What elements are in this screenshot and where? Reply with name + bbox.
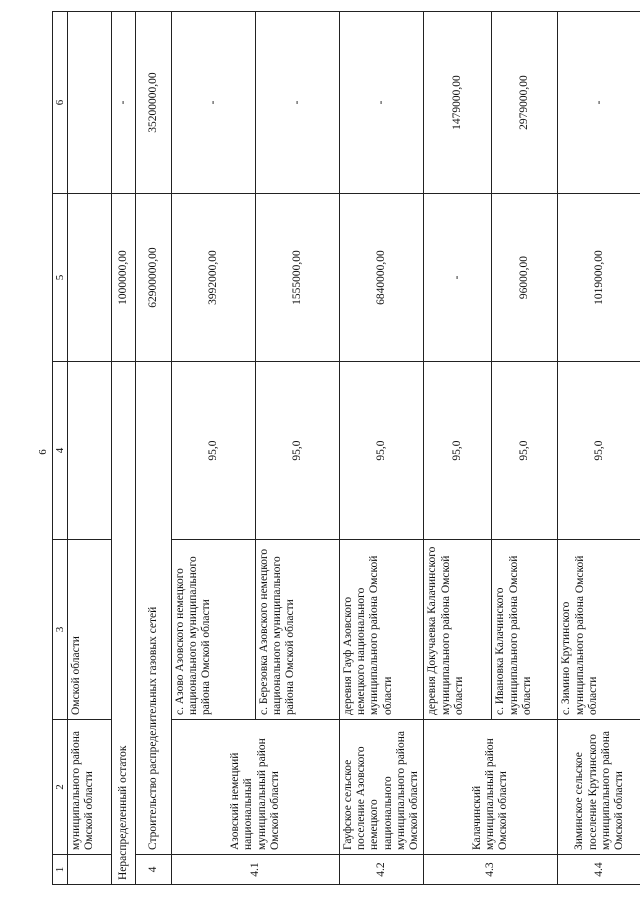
cont-municipality: муниципального района Омской области bbox=[68, 720, 112, 855]
gas-network-table bbox=[52, 11, 640, 885]
entry-c6: 2979000,00 bbox=[492, 12, 558, 194]
entry-place: с. Березовка Азовского немецкого национального муниципального района Омской области bbox=[256, 540, 340, 720]
entry-c4: 95,0 bbox=[424, 362, 492, 540]
entry-municipality: Азовский немецкий национальный муниципальный район Омской области bbox=[172, 720, 340, 855]
entry-num: 4.2 bbox=[340, 855, 424, 885]
entry-place: деревня Гауф Азовского немецкого национального муниципального района Омской области bbox=[340, 540, 424, 720]
header-cell: 1 bbox=[53, 855, 68, 885]
header-cell: 2 bbox=[53, 720, 68, 855]
entry-c5: 96000,00 bbox=[492, 194, 558, 362]
section-row bbox=[136, 12, 172, 885]
section-num: 4 bbox=[136, 855, 172, 885]
entry-c4: 95,0 bbox=[558, 362, 640, 540]
entry-municipality: Калачинский муниципальный район Омской области bbox=[424, 720, 558, 855]
table-row bbox=[172, 12, 256, 885]
entry-num: 4.4 bbox=[558, 855, 640, 885]
entry-municipality: Зиминское сельское поселение Крутинского муниципального района Омской области bbox=[558, 720, 640, 855]
entry-c5: 3992000,00 bbox=[172, 194, 256, 362]
header-cell: 5 bbox=[53, 194, 68, 362]
entry-c5: - bbox=[424, 194, 492, 362]
unallocated-c6: - bbox=[112, 12, 136, 194]
table-row bbox=[558, 12, 640, 885]
entry-c6: - bbox=[340, 12, 424, 194]
entry-c4: 95,0 bbox=[340, 362, 424, 540]
entry-num: 4.1 bbox=[172, 855, 340, 885]
section-c5: 62900000,00 bbox=[136, 194, 172, 362]
entry-place: с. Азово Азовского немецкого национального муниципального района Омской области bbox=[172, 540, 256, 720]
entry-c5: 1019000,00 bbox=[558, 194, 640, 362]
section-c6: 35200000,00 bbox=[136, 12, 172, 194]
entry-municipality: Гауфское сельское поселение Азовского немецкого национального муниципального района Омской области bbox=[340, 720, 424, 855]
unallocated-c5: 1000000,00 bbox=[112, 194, 136, 362]
entry-place: с. Зимино Крутинского муниципального района Омской области bbox=[558, 540, 640, 720]
section-label: Строительство распределительных газовых сетей bbox=[136, 362, 172, 855]
entry-c5: 6840000,00 bbox=[340, 194, 424, 362]
entry-c6: 1479000,00 bbox=[424, 12, 492, 194]
entry-place: с. Ивановка Калачинского муниципального района Омской области bbox=[492, 540, 558, 720]
header-row bbox=[53, 12, 68, 885]
table-row bbox=[424, 12, 492, 885]
entry-c6: - bbox=[172, 12, 256, 194]
table-row bbox=[340, 12, 424, 885]
rotated-table-wrapper bbox=[52, 12, 628, 885]
entry-c6: - bbox=[256, 12, 340, 194]
entry-c4: 95,0 bbox=[256, 362, 340, 540]
entry-c4: 95,0 bbox=[172, 362, 256, 540]
unallocated-label: Нераспределенный остаток bbox=[112, 362, 136, 885]
header-cell: 4 bbox=[53, 362, 68, 540]
cont-place: Омской области bbox=[68, 540, 112, 720]
continuation-row bbox=[68, 12, 112, 885]
entry-c6: - bbox=[558, 12, 640, 194]
entry-c4: 95,0 bbox=[492, 362, 558, 540]
entry-c5: 1555000,00 bbox=[256, 194, 340, 362]
entry-place: деревня Докучаевка Калачинского муниципального района Омской области bbox=[424, 540, 492, 720]
entry-num: 4.3 bbox=[424, 855, 558, 885]
header-cell: 6 bbox=[53, 12, 68, 194]
page-number: 6 bbox=[37, 449, 49, 455]
unallocated-row bbox=[112, 12, 136, 885]
header-cell: 3 bbox=[53, 540, 68, 720]
